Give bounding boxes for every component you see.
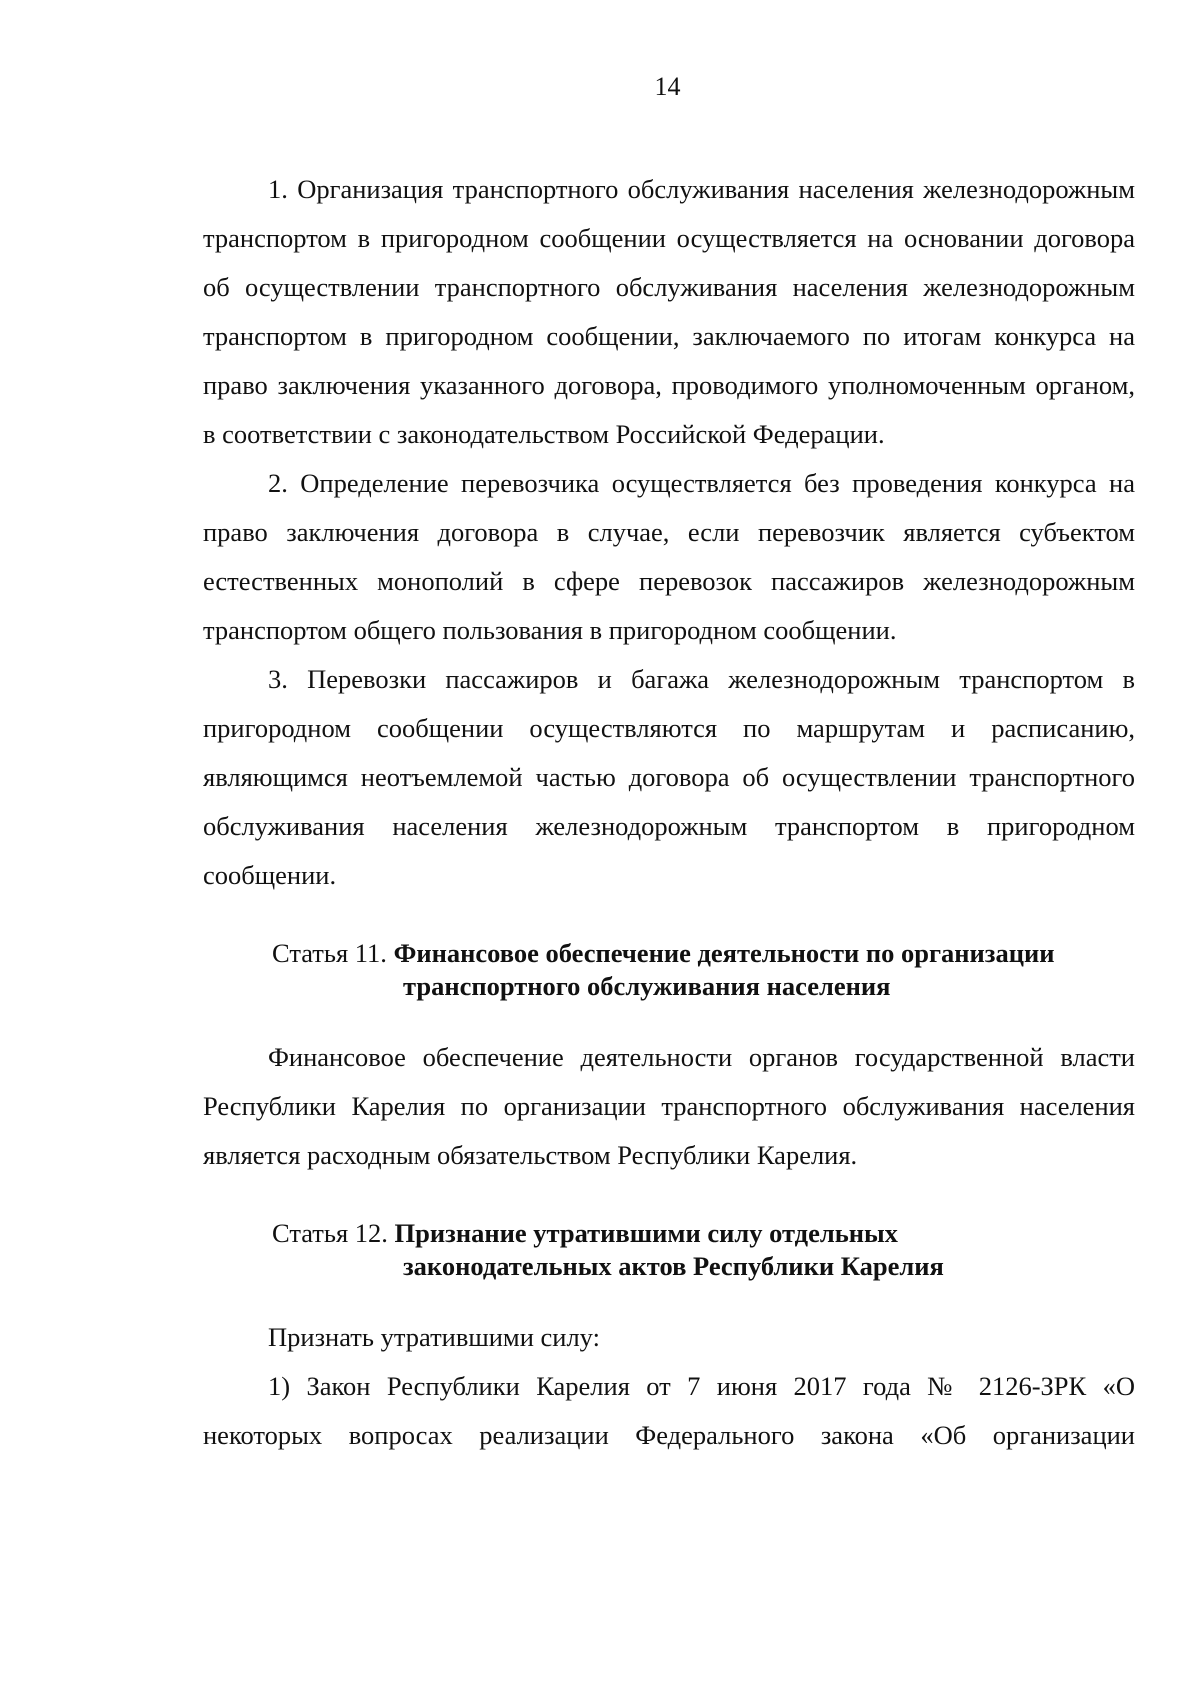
article-12-intro: Признать утратившими силу: (268, 1322, 600, 1352)
article-11-heading (203, 937, 1135, 1003)
article-11-text: Финансовое обеспечение деятельности органов государственной власти Республики Карелия по организации транспортного обслуживания населения является расходным обязательством Республики Карелия. (203, 1042, 1135, 1170)
article-11-label: Статья 11. (272, 938, 387, 968)
article-12-item-1: 1) Закон Республики Карелия от 7 июня 2017 года № 2126-ЗРК «О некоторых вопросах реализации Федерального закона «Об организации (203, 1371, 1135, 1450)
page-number: 14 (654, 72, 681, 101)
article-12-label: Статья 12. (272, 1218, 388, 1248)
paragraph-1: 1. Организация транспортного обслуживания населения железнодорожным транспортом в пригородном сообщении осуществляется на основании договора об осуществлении транспортного обслуживания населения железнодорожным транспортом в пригородном сообщении, заключаемого по итогам конкурса на право заключения указанного договора, проводимого уполномоченным органом, в соответствии с законодательством Российской Федерации. (203, 174, 1135, 449)
document-body (203, 165, 1135, 1460)
paragraph-3: 3. Перевозки пассажиров и багажа железнодорожным транспортом в пригородном сообщении осуществляются по маршрутам и расписанию, являющимся неотъемлемой частью договора об осуществлении транспортного обслуживания населения железнодорожным транспортом в пригородном сообщении. (203, 664, 1135, 890)
article-11-title-line1: Финансовое обеспечение деятельности по организации (393, 938, 1055, 968)
article-12-title-line1: Признание утратившими силу отдельных (394, 1218, 898, 1248)
article-12-title-line2: законодательных актов Республики Карелия (403, 1251, 944, 1281)
article-11-title-line2: транспортного обслуживания населения (403, 971, 891, 1001)
paragraph-2: 2. Определение перевозчика осуществляется без проведения конкурса на право заключения договора в случае, если перевозчик является субъектом естественных монополий в сфере перевозок пассажиров железнодорожным транспортом общего пользования в пригородном сообщении. (203, 468, 1135, 645)
article-12-heading (203, 1217, 1135, 1283)
